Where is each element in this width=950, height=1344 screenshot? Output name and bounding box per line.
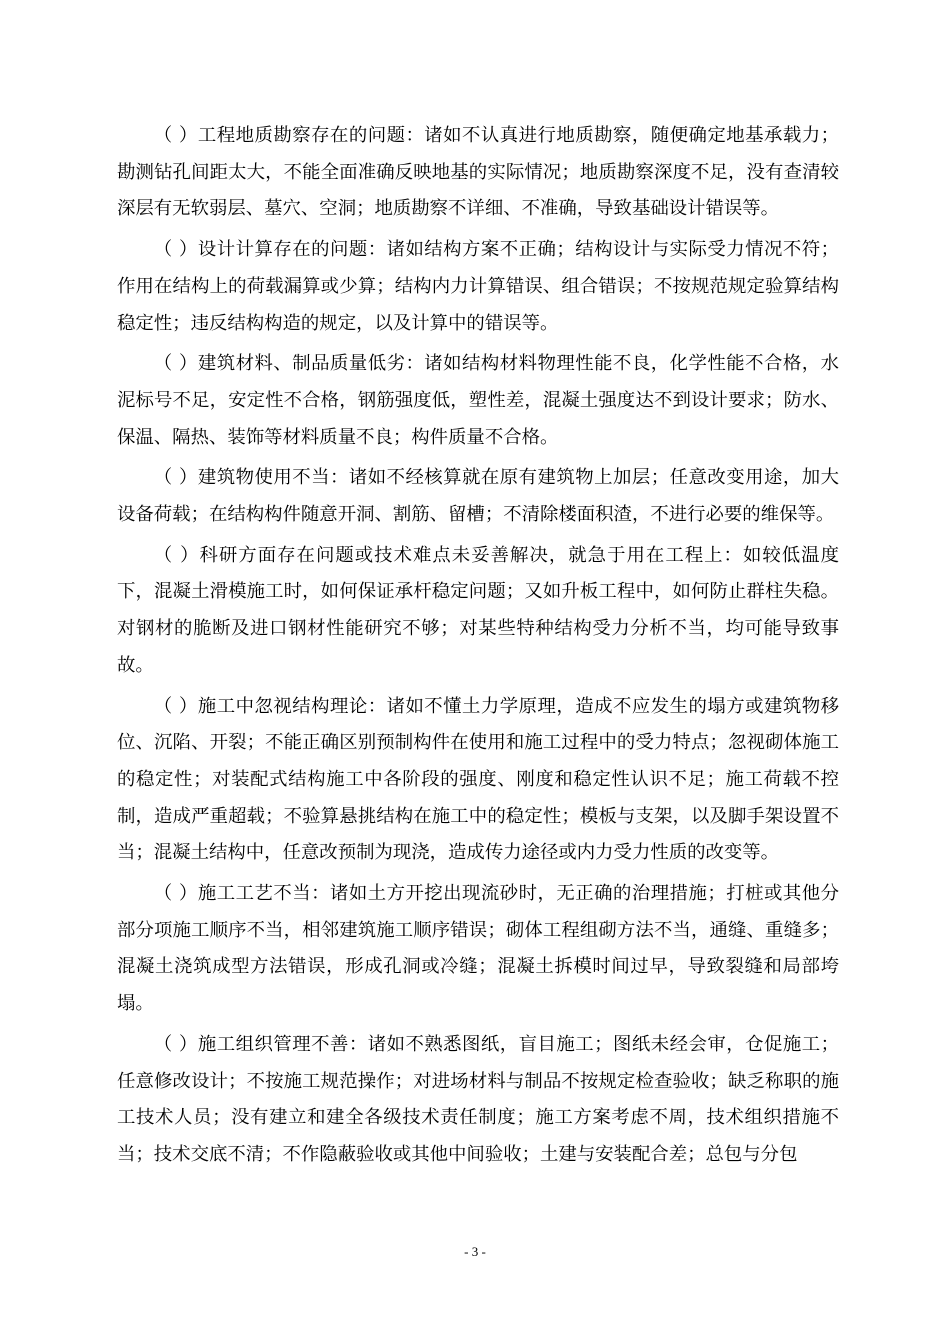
- paragraph-construction-process: （ ）施工工艺不当：诸如土方开挖出现流砂时，无正确的治理措施；打桩或其他分部分项施工顺序不当，相邻建筑施工顺序错误；砌体工程组砌方法不当，通缝、重缝多；混凝土浇筑成型方法错误，形成孔洞或冷缝；混凝土拆模时间过早，导致裂缝和局部垮塌。: [117, 883, 839, 1015]
- paragraph-structural-theory: （ ）施工中忽视结构理论：诸如不懂土力学原理，造成不应发生的塌方或建筑物移位、沉陷、开裂；不能正确区别预制构件在使用和施工过程中的受力特点；忽视砌体施工的稳定性；对装配式结构施工中各阶段的强度、刚度和稳定性认识不足；施工荷载不控制，造成严重超载；不验算悬挑结构在施工中的稳定性；模板与支架，以及脚手架设置不当；混凝土结构中，任意改预制为现浇，造成传力途径或内力受力性质的改变等。: [117, 695, 839, 864]
- paragraph-building-materials: （ ）建筑材料、制品质量低劣：诸如结构材料物理性能不良，化学性能不合格，水泥标号不足，安定性不合格，钢筋强度低，塑性差，混凝土强度达不到设计要求；防水、保温、隔热、装饰等材料质量不良；构件质量不合格。: [117, 353, 839, 448]
- paragraph-construction-management: （ ）施工组织管理不善：诸如不熟悉图纸，盲目施工；图纸未经会审，仓促施工；任意修改设计；不按施工规范操作；对进场材料与制品不按规定检查验收；缺乏称职的施工技术人员；没有建立和建全各级技术责任制度；施工方案考虑不周，技术组织措施不当；技术交底不清；不作隐蔽验收或其他中间验收；土建与安装配合差；总包与分包: [117, 1033, 839, 1165]
- paragraph-improper-use: （ ）建筑物使用不当：诸如不经核算就在原有建筑物上加层；任意改变用途，加大设备荷载；在结构构件随意开洞、割筋、留槽；不清除楼面积渣，不进行必要的维保等。: [117, 467, 839, 526]
- paragraph-research-issues: （ ）科研方面存在问题或技术难点未妥善解决，就急于用在工程上：如较低温度下，混凝土滑模施工时，如何保证承杆稳定问题；又如升板工程中，如何防止群柱失稳。对钢材的脆断及进口钢材性能研究不够；对某些特种结构受力分析不当，均可能导致事故。: [117, 544, 839, 676]
- page-number: - 3 -: [464, 1244, 486, 1259]
- paragraph-design-calculation: （ ）设计计算存在的问题：诸如结构方案不正确；结构设计与实际受力情况不符；作用在结构上的荷载漏算或少算；结构内力计算错误、组合错误；不按规范规定验算结构稳定性；违反结构构造的规定，以及计算中的错误等。: [117, 239, 839, 334]
- paragraph-geological-survey: （ ）工程地质勘察存在的问题：诸如不认真进行地质勘察，随便确定地基承载力；勘测钻孔间距太大，不能全面准确反映地基的实际情况；地质勘察深度不足，没有查清较深层有无软弱层、墓穴、空洞；地质勘察不详细、不准确，导致基础设计错误等。: [117, 125, 839, 220]
- body-text: [117, 118, 839, 1174]
